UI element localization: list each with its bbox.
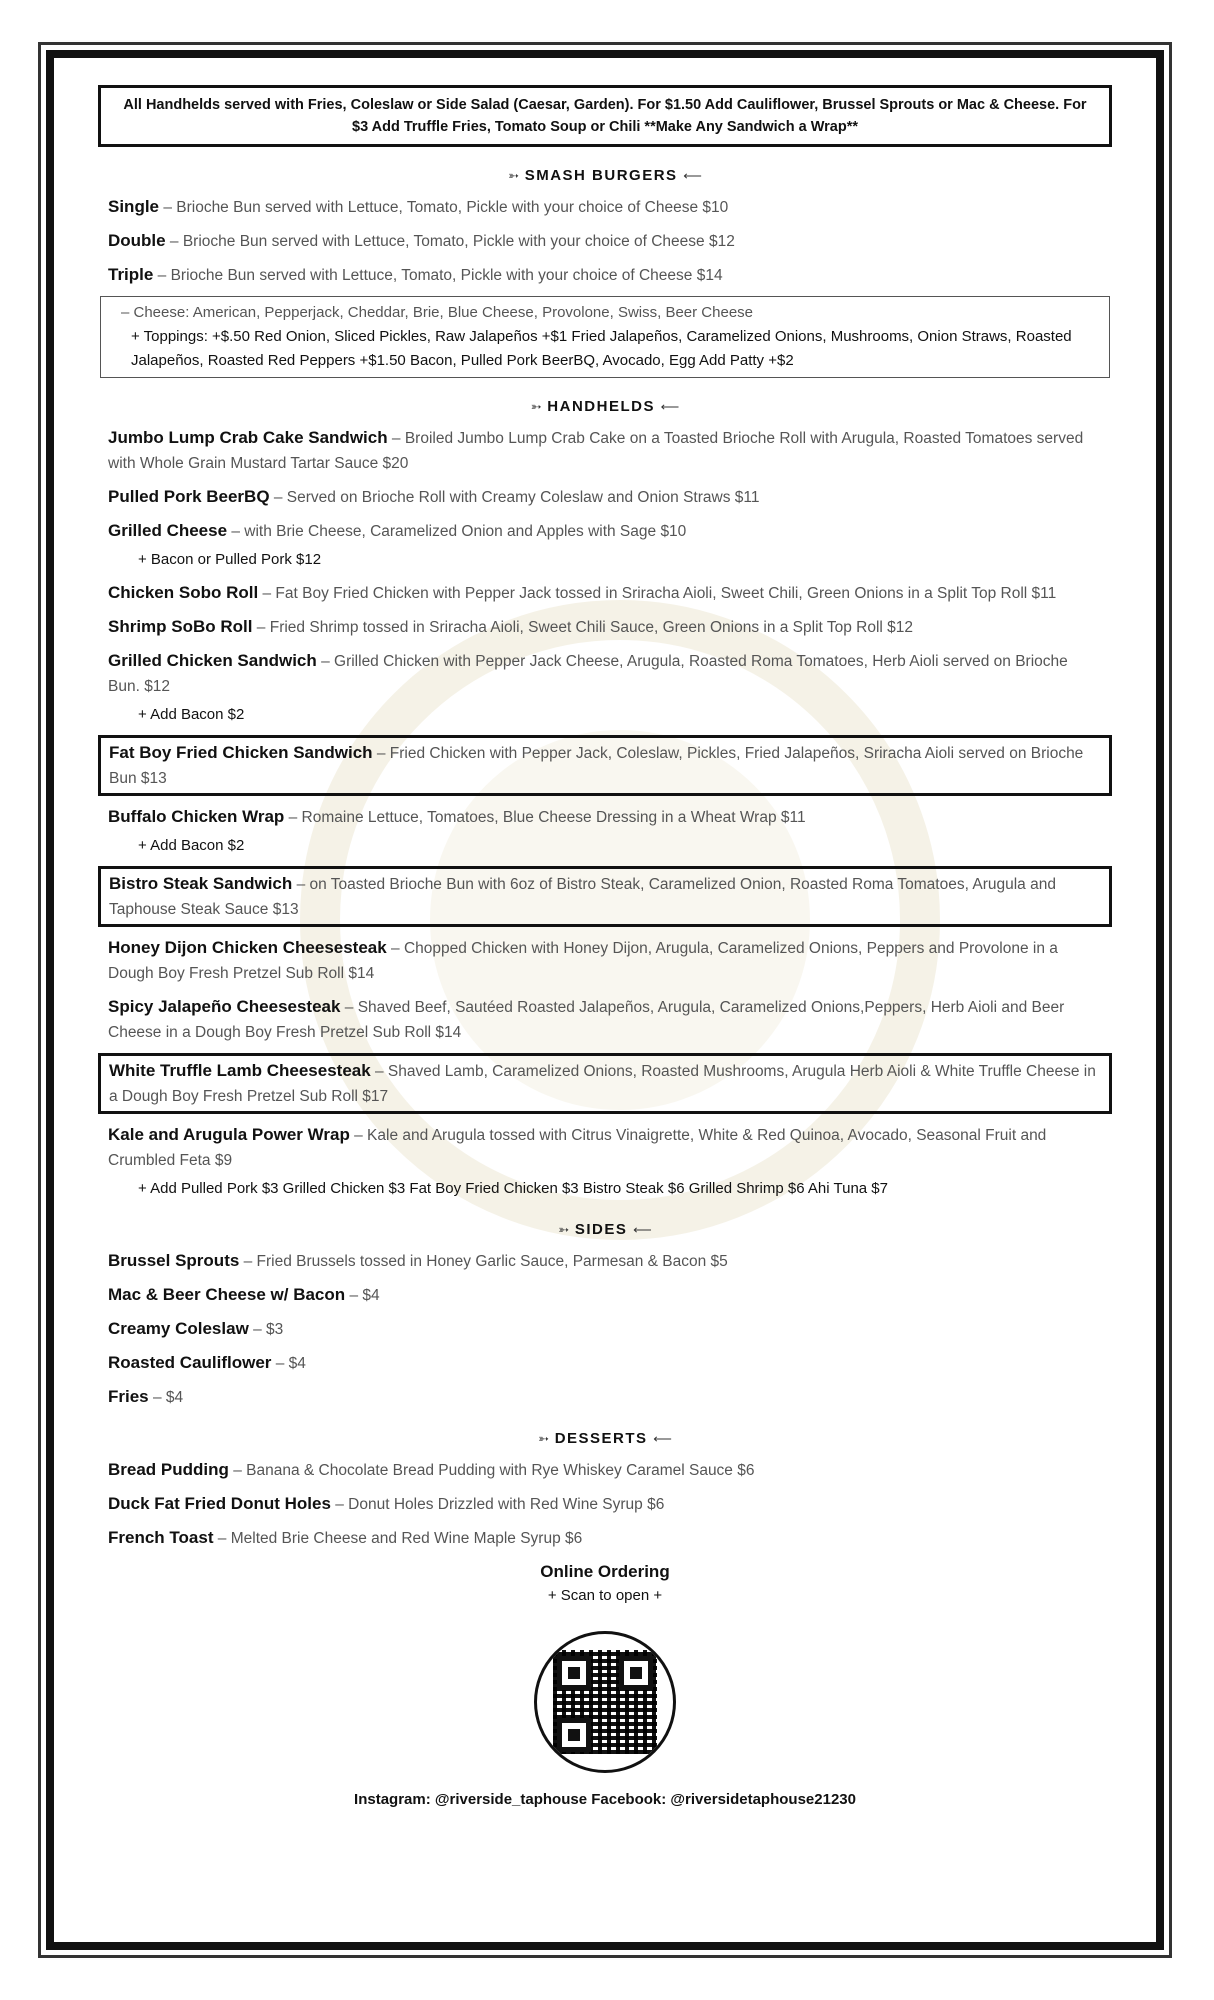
section-title: DESSERTS xyxy=(554,1430,648,1447)
menu-item-name: Duck Fat Fried Donut Holes xyxy=(108,1494,331,1513)
arrow-left-icon: ⟵ xyxy=(683,168,702,183)
menu-item-description: – Banana & Chocolate Bread Pudding with Rye Whiskey Caramel Sauce $6 xyxy=(228,1462,755,1479)
menu-item-name: Shrimp SoBo Roll xyxy=(108,617,253,636)
menu-item-description: – with Brie Cheese, Caramelized Onion and Apples with Sage $10 xyxy=(227,523,687,540)
menu-item xyxy=(108,262,1102,288)
menu-item-name: Kale and Arugula Power Wrap xyxy=(108,1125,350,1144)
menu-item xyxy=(109,1058,1101,1109)
menu-item-name: French Toast xyxy=(108,1528,214,1547)
menu-item xyxy=(108,1122,1102,1173)
featured-item-box xyxy=(98,735,1112,796)
section-smash-burgers xyxy=(100,167,1110,184)
menu-item-description: – Shaved Lamb, Caramelized Onions, Roasted Mushrooms, Arugula Herb Aioli & White Truffle Cheese in a Dough Boy Fresh Pretzel Sub Roll $17 xyxy=(109,1063,1096,1105)
menu-item xyxy=(108,228,1102,254)
menu-item xyxy=(108,994,1102,1045)
menu-item-name: White Truffle Lamb Cheesesteak xyxy=(109,1061,371,1080)
desserts-list xyxy=(100,1457,1110,1551)
menu-item-description: – Romaine Lettuce, Tomatoes, Blue Cheese Dressing in a Wheat Wrap $11 xyxy=(284,809,806,826)
arrow-left-icon: ⟵ xyxy=(633,1222,652,1237)
menu-item-name: Fat Boy Fried Chicken Sandwich xyxy=(109,743,373,762)
menu-item-name: Fries xyxy=(108,1387,149,1406)
menu-item-description: – $4 xyxy=(271,1355,306,1372)
menu-item-description: – Melted Brie Cheese and Red Wine Maple Syrup $6 xyxy=(213,1530,583,1547)
menu-item-addon: + Add Pulled Pork $3 Grilled Chicken $3 Fat Boy Fried Chicken $3 Bistro Steak $6 Grilled Shrimp $6 Ahi Tuna $7 xyxy=(138,1180,888,1197)
menu-item-description: – Broiled Jumbo Lump Crab Cake on a Toasted Brioche Roll with Arugula, Roasted Tomatoes served with Whole Grain Mustard Tartar Sauce $20 xyxy=(108,430,1084,472)
menu-item-name: Jumbo Lump Crab Cake Sandwich xyxy=(108,428,388,447)
menu-item-name: Mac & Beer Cheese w/ Bacon xyxy=(108,1285,346,1304)
featured-item-box xyxy=(98,1053,1112,1114)
arrow-left-icon: ⟵ xyxy=(660,399,680,414)
toppings-options: + Toppings: +$.50 Red Onion, Sliced Pickles, Raw Jalapeños +$1 Fried Jalapeños, Caramelized Onions, Mushrooms, Onion Straws, Roasted Jalapeños, Roasted Red Peppers +$1.50 Bacon, Pulled Pork BeerBQ, Avocado, Egg Add Patty +$2 xyxy=(131,328,1072,369)
menu-item xyxy=(108,194,1102,220)
menu-item-description: – Fried Chicken with Pepper Jack, Coleslaw, Pickles, Fried Jalapeños, Sriracha Aioli served on Brioche Bun $13 xyxy=(109,745,1084,787)
menu-item-name: Spicy Jalapeño Cheesesteak xyxy=(108,997,341,1016)
section-sides xyxy=(100,1221,1110,1238)
menu-item xyxy=(108,1525,1102,1551)
arrow-right-icon: ➳ xyxy=(538,1431,550,1446)
menu-item-description: – Fat Boy Fried Chicken with Pepper Jack tossed in Sriracha Aioli, Sweet Chili, Green Onions in a Split Top Roll $11 xyxy=(258,585,1057,602)
arrow-right-icon: ➳ xyxy=(508,168,520,183)
qr-code-icon[interactable] xyxy=(534,1631,676,1773)
cheese-options: – Cheese: American, Pepperjack, Cheddar, Brie, Blue Cheese, Provolone, Swiss, Beer Cheese xyxy=(121,304,754,321)
menu-item-description: – Kale and Arugula tossed with Citrus Vinaigrette, White & Red Quinoa, Avocado, Seasonal Fruit and Crumbled Feta $9 xyxy=(108,1127,1047,1169)
menu-item-name: Grilled Cheese xyxy=(108,521,228,540)
menu-item-name: Bistro Steak Sandwich xyxy=(109,874,293,893)
handhelds-notice: All Handhelds served with Fries, Coleslaw or Side Salad (Caesar, Garden). For $1.50 Add Cauliflower, Brussel Sprouts or Mac & Cheese. For $3 Add Truffle Fries, Tomato Soup or Chili **Make Any Sandwich a Wrap** xyxy=(98,85,1112,147)
menu-item-description: – Brioche Bun served with Lettuce, Tomato, Pickle with your choice of Cheese $14 xyxy=(153,267,723,284)
handhelds-list xyxy=(100,425,1110,1201)
menu-item-name: Grilled Chicken Sandwich xyxy=(108,651,317,670)
arrow-left-icon: ⟵ xyxy=(653,1431,672,1446)
menu-item-name: Roasted Cauliflower xyxy=(108,1353,272,1372)
menu-item-addon: + Bacon or Pulled Pork $12 xyxy=(138,551,322,568)
menu-content xyxy=(100,85,1110,1808)
section-title: SMASH BURGERS xyxy=(524,167,678,184)
menu-item-name: Single xyxy=(108,197,160,216)
menu-item xyxy=(108,425,1102,476)
social-handles: Instagram: @riverside_taphouse Facebook: @riversidetaphouse21230 xyxy=(354,1791,856,1808)
menu-item xyxy=(108,935,1102,986)
menu-item-description: – $4 xyxy=(345,1287,380,1304)
menu-item xyxy=(108,614,1102,640)
arrow-right-icon: ➳ xyxy=(530,399,542,414)
menu-item xyxy=(108,648,1102,699)
menu-item-description: – Donut Holes Drizzled with Red Wine Syrup $6 xyxy=(330,1496,665,1513)
menu-item-description: – $3 xyxy=(248,1321,284,1338)
menu-item-name: Double xyxy=(108,231,166,250)
menu-item xyxy=(108,1248,1102,1274)
menu-item xyxy=(108,1457,1102,1483)
menu-item xyxy=(108,804,1102,830)
qr-finder xyxy=(557,1656,591,1690)
menu-item-addon: + Add Bacon $2 xyxy=(138,706,245,723)
online-ordering-title: Online Ordering xyxy=(540,1562,670,1581)
menu-item xyxy=(108,1350,1102,1376)
menu-item xyxy=(109,871,1101,922)
section-title: HANDHELDS xyxy=(547,398,655,415)
section-desserts xyxy=(100,1430,1110,1447)
menu-item-description: – Shaved Beef, Sautéed Roasted Jalapeños, Arugula, Caramelized Onions,Peppers, Herb Aioli and Beer Cheese in a Dough Boy Fresh Pretzel Sub Roll $14 xyxy=(108,999,1065,1041)
menu-item-description: – Brioche Bun served with Lettuce, Tomato, Pickle with your choice of Cheese $10 xyxy=(159,199,729,216)
cheese-toppings-box xyxy=(100,296,1110,378)
menu-item-description: – Brioche Bun served with Lettuce, Tomato, Pickle with your choice of Cheese $12 xyxy=(165,233,735,250)
menu-item xyxy=(108,1282,1102,1308)
online-ordering xyxy=(100,1559,1110,1607)
qr-finder xyxy=(619,1656,653,1690)
menu-item-name: Chicken Sobo Roll xyxy=(108,583,259,602)
menu-item-description: – Grilled Chicken with Pepper Jack Cheese, Arugula, Roasted Roma Tomatoes, Herb Aioli served on Brioche Bun. $12 xyxy=(108,653,1068,695)
menu-item-description: – on Toasted Brioche Bun with 6oz of Bistro Steak, Caramelized Onion, Roasted Roma Tomatoes, Arugula and Taphouse Steak Sauce $13 xyxy=(109,876,1056,918)
menu-item xyxy=(108,1384,1102,1410)
menu-item-name: Triple xyxy=(108,265,154,284)
menu-item-description: – Chopped Chicken with Honey Dijon, Arugula, Caramelized Onions, Peppers and Provolone in a Dough Boy Fresh Pretzel Sub Roll $14 xyxy=(108,940,1058,982)
menu-item-name: Bread Pudding xyxy=(108,1460,229,1479)
menu-item xyxy=(108,484,1102,510)
menu-item-description: – Fried Shrimp tossed in Sriracha Aioli, Sweet Chili Sauce, Green Onions in a Split Top Roll $12 xyxy=(252,619,914,636)
menu-item-name: Creamy Coleslaw xyxy=(108,1319,249,1338)
qr-finder xyxy=(557,1718,591,1752)
menu-item-name: Buffalo Chicken Wrap xyxy=(108,807,285,826)
menu-item-description: – Fried Brussels tossed in Honey Garlic Sauce, Parmesan & Bacon $5 xyxy=(239,1253,728,1270)
sides-list xyxy=(100,1248,1110,1410)
section-title: SIDES xyxy=(574,1221,628,1238)
menu-item xyxy=(108,518,1102,544)
scan-instruction: + Scan to open + xyxy=(547,1587,663,1604)
menu-item-description: – Served on Brioche Roll with Creamy Coleslaw and Onion Straws $11 xyxy=(269,489,760,506)
menu-item-name: Honey Dijon Chicken Cheesesteak xyxy=(108,938,387,957)
menu-item-addon: + Add Bacon $2 xyxy=(138,837,245,854)
menu-item-description: – $4 xyxy=(148,1389,184,1406)
featured-item-box xyxy=(98,866,1112,927)
menu-item-name: Pulled Pork BeerBQ xyxy=(108,487,270,506)
menu-item-name: Brussel Sprouts xyxy=(108,1251,240,1270)
section-handhelds xyxy=(100,398,1110,415)
menu-item xyxy=(108,1316,1102,1342)
arrow-right-icon: ➳ xyxy=(558,1222,570,1237)
menu-item xyxy=(108,1491,1102,1517)
menu-item xyxy=(109,740,1101,791)
burger-list xyxy=(100,194,1110,288)
menu-item xyxy=(108,580,1102,606)
